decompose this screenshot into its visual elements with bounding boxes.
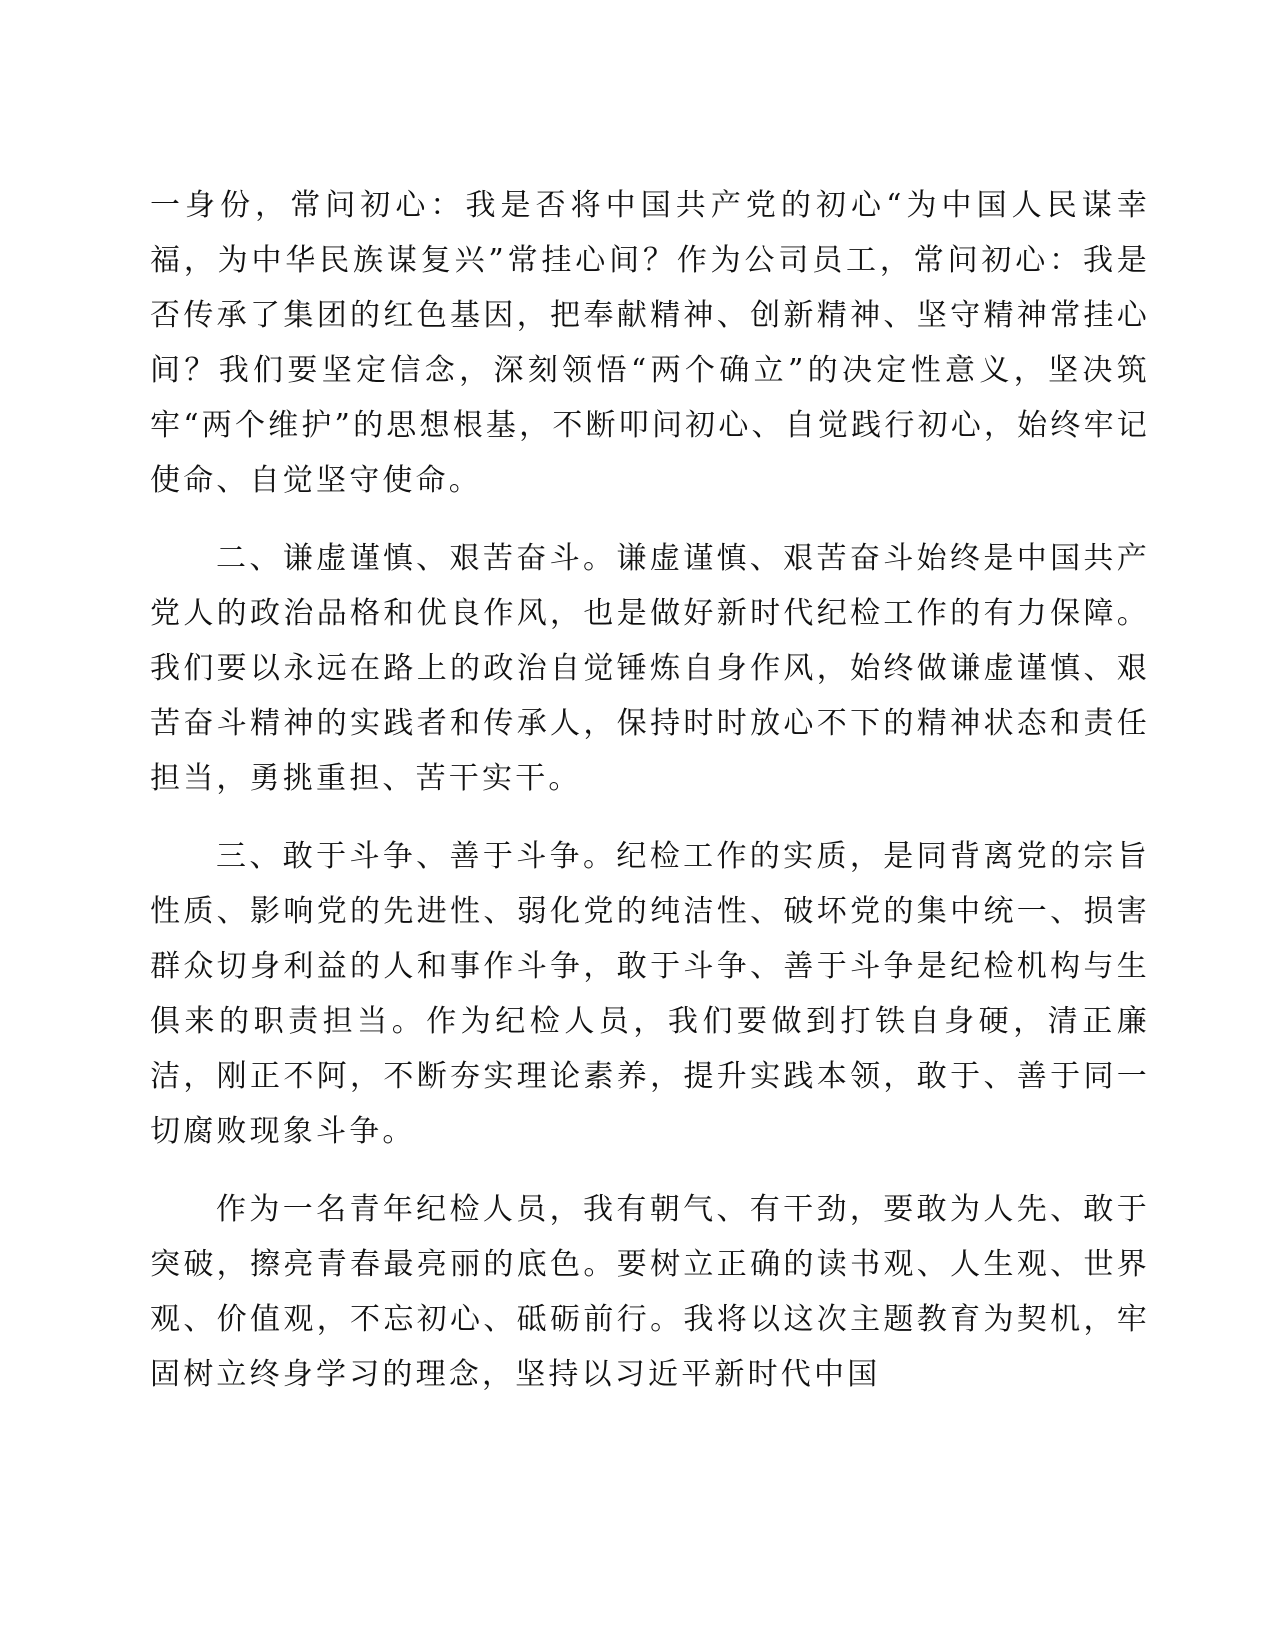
document-body <box>150 178 1150 1425</box>
paragraph-section-two: 二、谦虚谨慎、艰苦奋斗。谦虚谨慎、艰苦奋斗始终是中国共产党人的政治品格和优良作风，也是做好新时代纪检工作的有力保障。我们要以永远在路上的政治自觉锤炼自身作风，始终做谦虚谨慎、艰苦奋斗精神的实践者和传承人，保持时时放心不下的精神状态和责任担当，勇挑重担、苦干实干。 <box>150 541 1150 796</box>
paragraph-section-three: 三、敢于斗争、善于斗争。纪检工作的实质，是同背离党的宗旨性质、影响党的先进性、弱化党的纯洁性、破坏党的集中统一、损害群众切身利益的人和事作斗争，敢于斗争、善于斗争是纪检机构与生俱来的职责担当。作为纪检人员，我们要做到打铁自身硬，清正廉洁，刚正不阿，不断夯实理论素养，提升实践本领，敢于、善于同一切腐败现象斗争。 <box>150 839 1150 1149</box>
paragraph-conclusion: 作为一名青年纪检人员，我有朝气、有干劲，要敢为人先、敢于突破，擦亮青春最亮丽的底色。要树立正确的读书观、人生观、世界观、价值观，不忘初心、砥砺前行。我将以这次主题教育为契机，牢固树立终身学习的理念，坚持以习近平新时代中国 <box>150 1192 1150 1392</box>
paragraph-continuation: 一身份，常问初心：我是否将中国共产党的初心“为中国人民谋幸福，为中华民族谋复兴”常挂心间？作为公司员工，常问初心：我是否传承了集团的红色基因，把奉献精神、创新精神、坚守精神常挂心间？我们要坚定信念，深刻领悟“两个确立”的决定性意义，坚决筑牢“两个维护”的思想根基，不断叩问初心、自觉践行初心，始终牢记使命、自觉坚守使命。 <box>150 188 1150 498</box>
